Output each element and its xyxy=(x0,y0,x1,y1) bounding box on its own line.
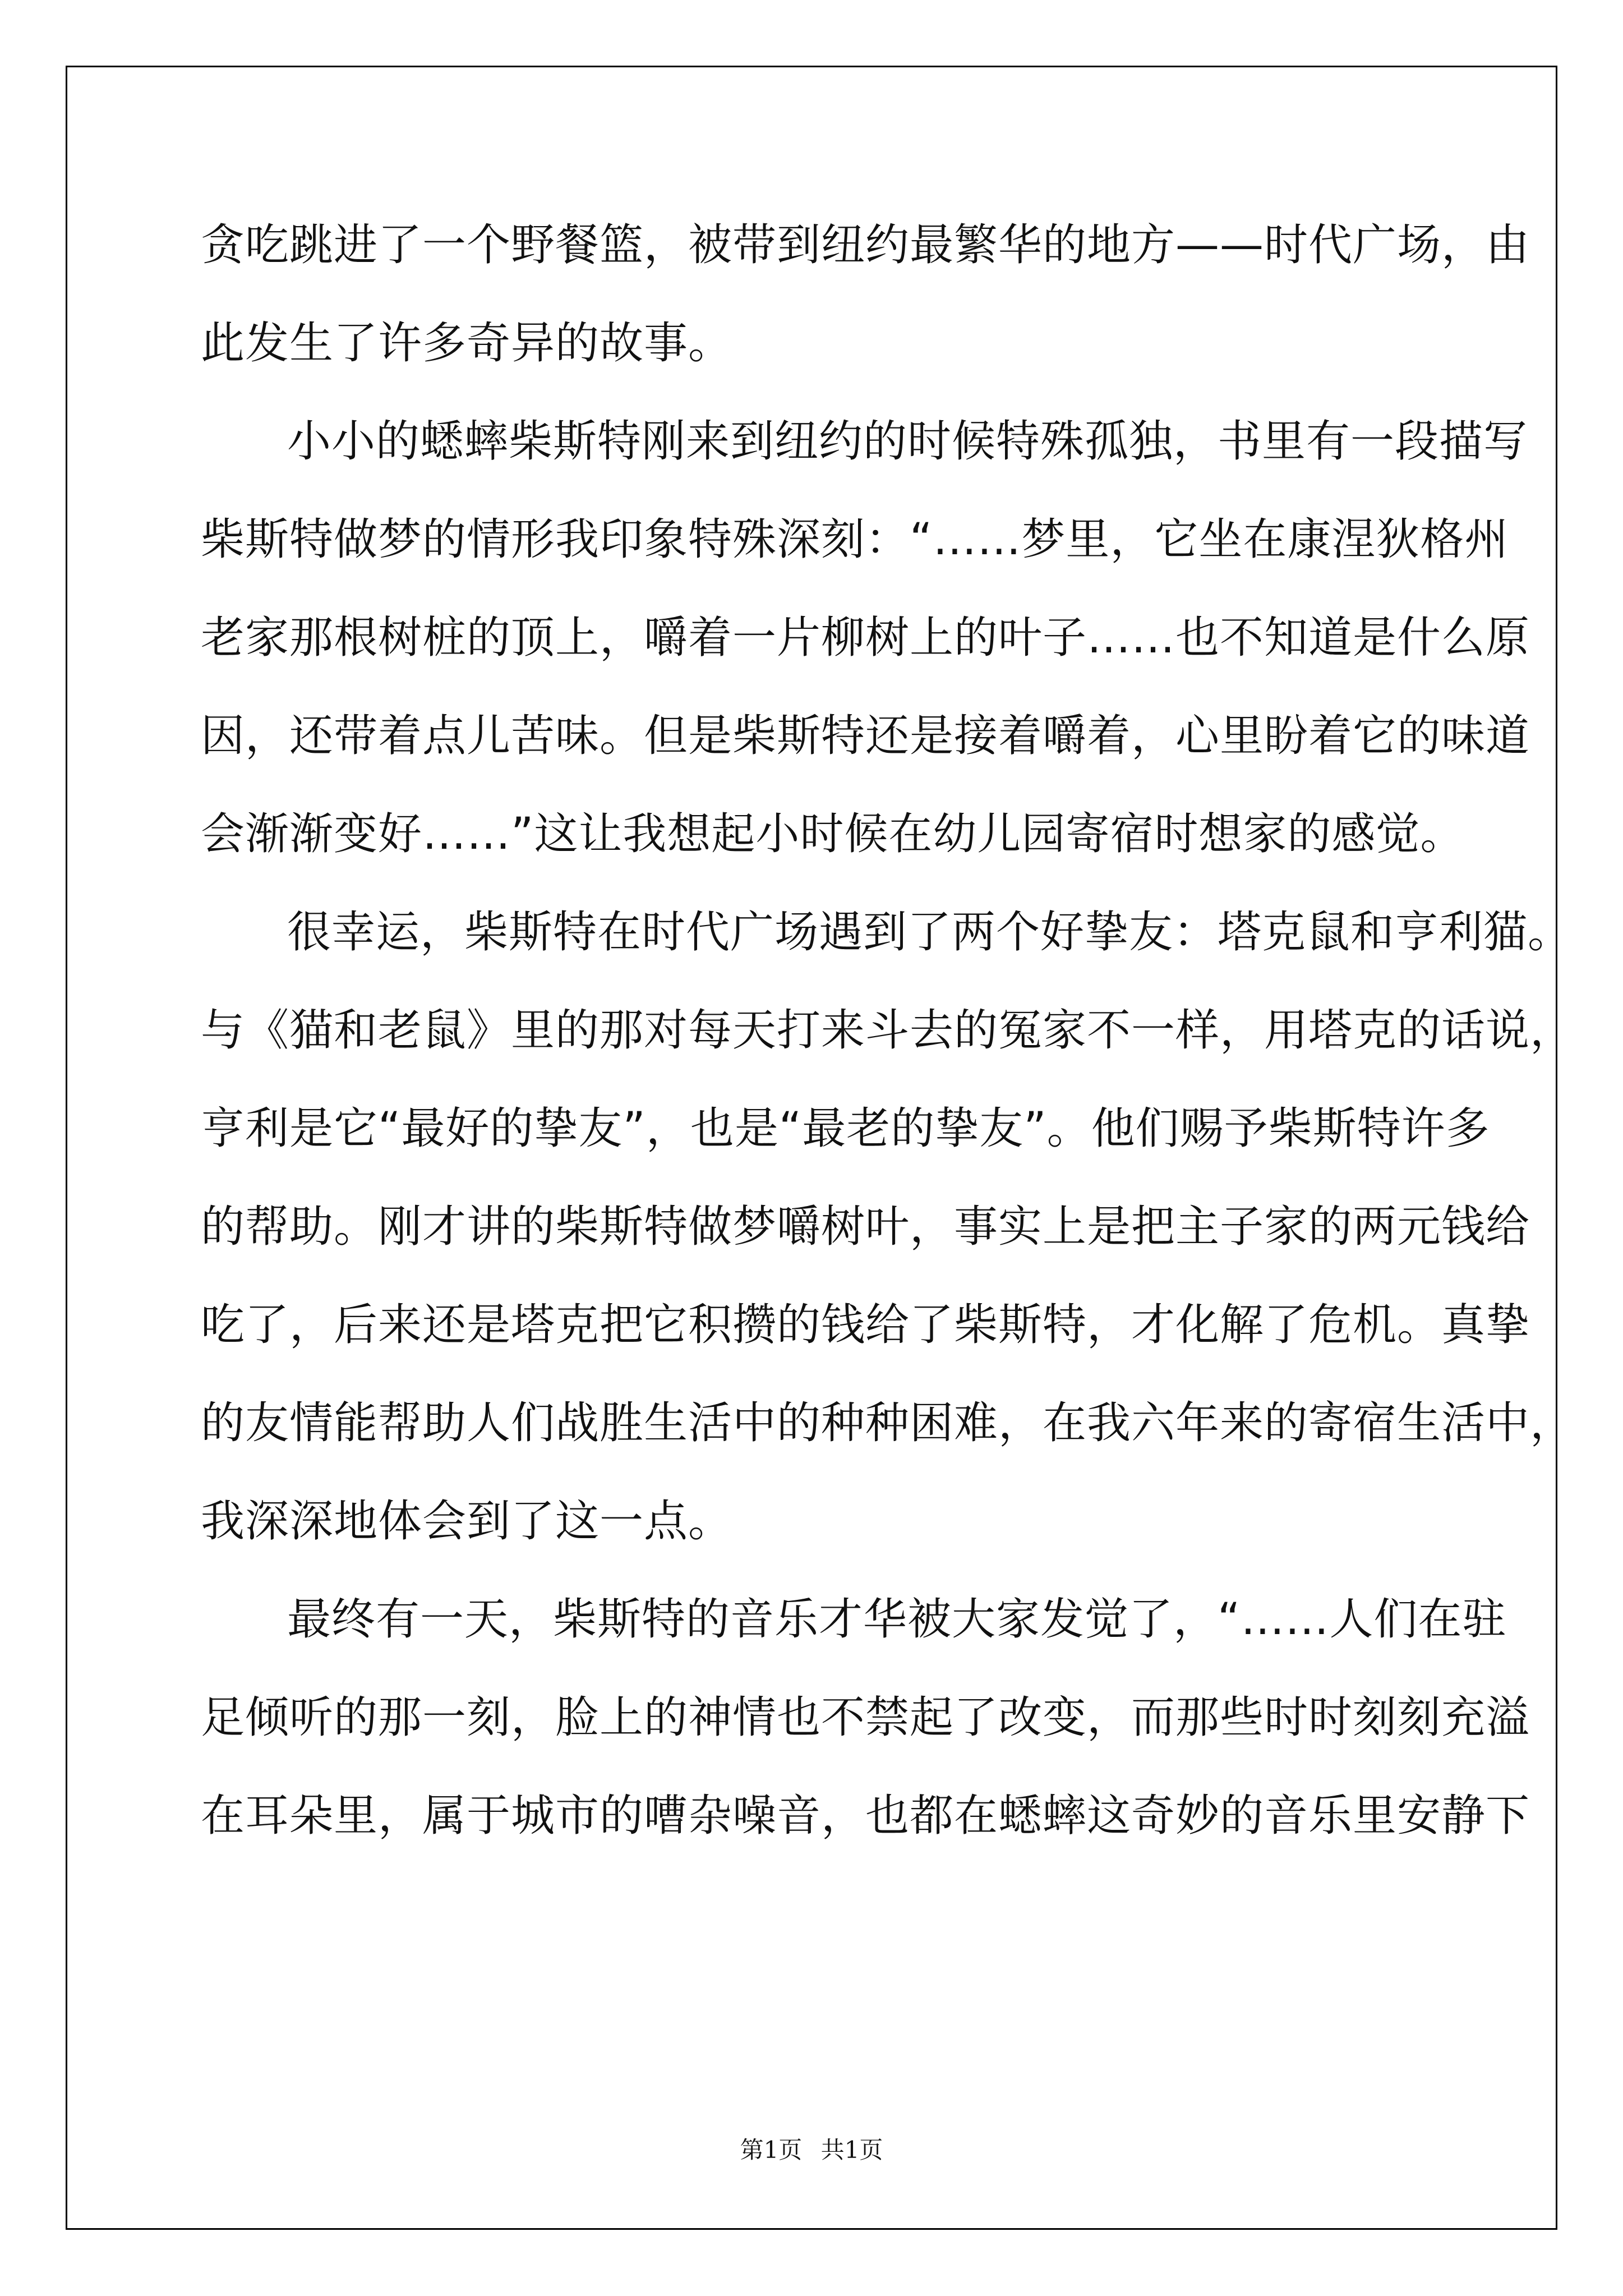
text-line-15: 最终有一天，柴斯特的音乐才华被大家发觉了，“……人们在驻 xyxy=(287,1594,1507,1645)
text-line-4: 柴斯特做梦的情形我印象特殊深刻：“……梦里，它坐在康涅狄格州 xyxy=(201,514,1509,565)
text-line-8: 很幸运，柴斯特在时代广场遇到了两个好挚友：塔克鼠和亨利猫。 xyxy=(287,907,1573,958)
text-line-5: 老家那根树桩的顶上，嚼着一片柳树上的叶子……也不知道是什么原 xyxy=(201,613,1530,663)
text-line-11: 的帮助。刚才讲的柴斯特做梦嚼树叶，事实上是把主子家的两元钱给 xyxy=(201,1202,1530,1252)
text-line-16: 足倾听的那一刻，脸上的神情也不禁起了改变，而那些时时刻刻充溢 xyxy=(201,1692,1530,1743)
text-line-2: 此发生了许多奇异的故事。 xyxy=(201,318,733,369)
text-line-3: 小小的蟋蟀柴斯特刚来到纽约的时候特殊孤独，书里有一段描写 xyxy=(287,416,1528,467)
text-line-17: 在耳朵里，属于城市的嘈杂噪音，也都在蟋蟀这奇妙的音乐里安静下 xyxy=(201,1791,1530,1841)
text-line-12: 吃了，后来还是塔克把它积攒的钱给了柴斯特，才化解了危机。真挚 xyxy=(201,1300,1530,1350)
page-number: 第1页 xyxy=(740,2136,803,2164)
text-line-10: 亨利是它“最好的挚友”，也是“最老的挚友”。他们赐予柴斯特许多 xyxy=(201,1103,1490,1154)
text-line-7: 会渐渐变好……”这让我想起小时候在幼儿园寄宿时想家的感觉。 xyxy=(201,809,1465,859)
text-line-9: 与《猫和老鼠》里的那对每天打来斗去的冤家不一样，用塔克的话说， xyxy=(201,1005,1575,1056)
page-footer xyxy=(0,2132,1623,2165)
text-line-1: 贪吃跳进了一个野餐篮，被带到纽约最繁华的地方——时代广场，由 xyxy=(201,220,1530,270)
text-line-13: 的友情能帮助人们战胜生活中的种种困难，在我六年来的寄宿生活中， xyxy=(201,1398,1575,1448)
text-line-6: 因，还带着点儿苦味。但是柴斯特还是接着嚼着，心里盼着它的味道 xyxy=(201,711,1530,761)
text-line-14: 我深深地体会到了这一点。 xyxy=(201,1496,733,1547)
page-total: 共1页 xyxy=(820,2136,883,2164)
